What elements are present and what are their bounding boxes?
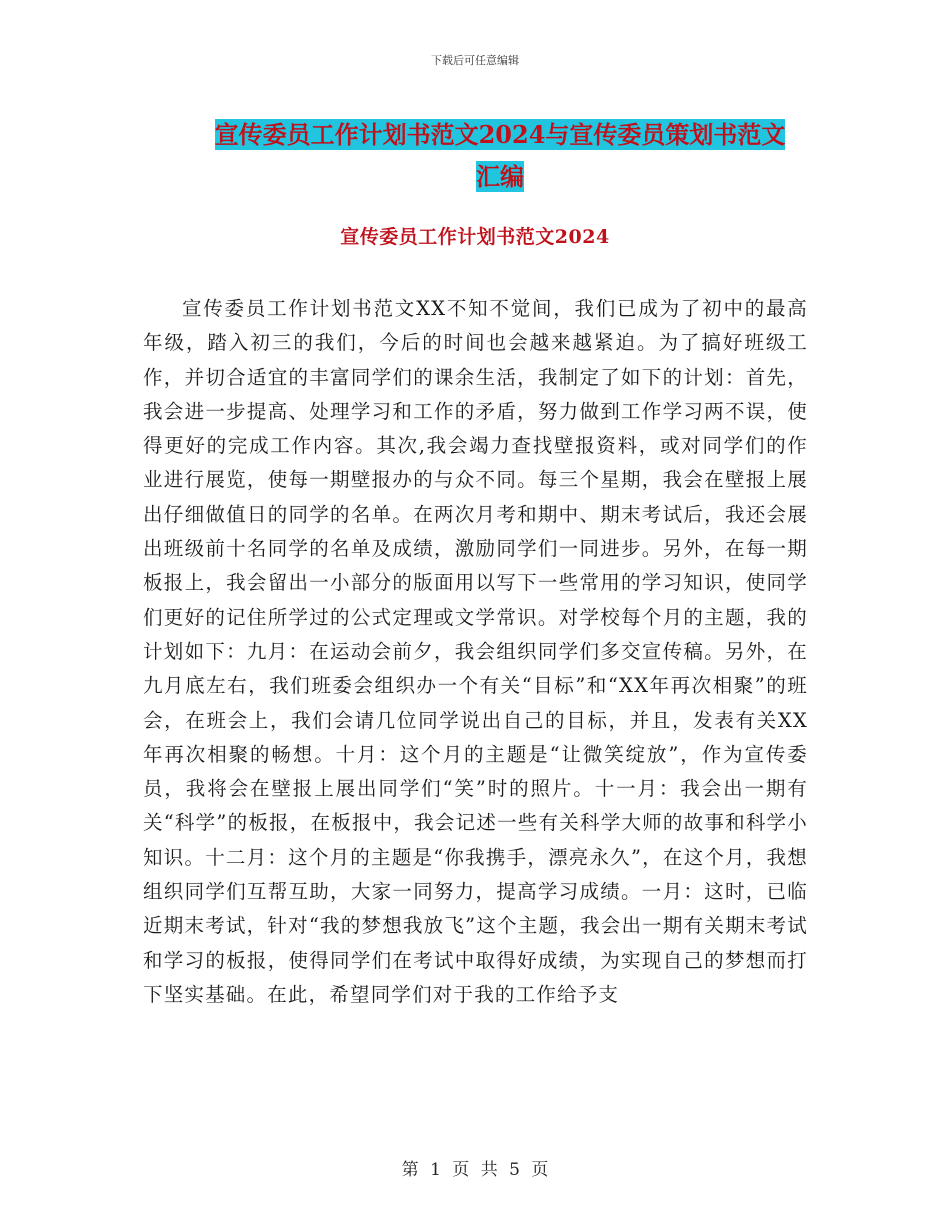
- header-note: 下载后可任意编辑: [431, 54, 519, 67]
- document-title-line-2: 汇编: [476, 162, 524, 191]
- section-title: 宣传委员工作计划书范文2024: [340, 226, 610, 248]
- document-title-line-1: 宣传委员工作计划书范文2024与宣传委员策划书范文: [214, 120, 786, 149]
- body-paragraph: 宣传委员工作计划书范文XX不知不觉间，我们已成为了初中的最高年级，踏入初三的我们，今后的时间也会越来越紧迫。为了搞好班级工作，并切合适宜的丰富同学们的课余生活，我制定了如下的计划：首先，我会进一步提高、处理学习和工作的矛盾，努力做到工作学习两不误，使得更好的完成工作内容。其次,我会竭力查找壁报资料，或对同学们的作业进行展览，使每一期壁报办的与众不同。每三个星期，我会在壁报上展出仔细做值日的同学的名单。在两次月考和期中、期末考试后，我还会展出班级前十名同学的名单及成绩，激励同学们一同进步。另外，在每一期板报上，我会留出一小部分的版面用以写下一些常用的学习知识，使同学们更好的记住所学过的公式定理或文学常识。对学校每个月的主题，我的计划如下：九月：在运动会前夕，我会组织同学们多交宣传稿。另外，在九月底左右，我们班委会组织办一个有关“目标”和“XX年再次相聚”的班会，在班会上，我们会请几位同学说出自己的目标，并且，发表有关XX年再次相聚的畅想。十月：这个月的主题是“让微笑绽放”，作为宣传委员，我将会在壁报上展出同学们“笑”时的照片。十一月：我会出一期有关“科学”的板报，在板报中，我会记述一些有关科学大师的故事和科学小知识。十二月：这个月的主题是“你我携手，漂亮永久”，在这个月，我想组织同学们互帮互助，大家一同努力，提高学习成绩。一月：这时，已临近期末考试，针对“我的梦想我放飞”这个主题，我会出一期有关期末考试和学习的板报，使得同学们在考试中取得好成绩，为实现自己的梦想而打下坚实基础。在此，希望同学们对于我的工作给予支: [143, 297, 808, 1006]
- document-title: [150, 114, 850, 198]
- page-number: 第 1 页 共 5 页: [401, 1160, 549, 1180]
